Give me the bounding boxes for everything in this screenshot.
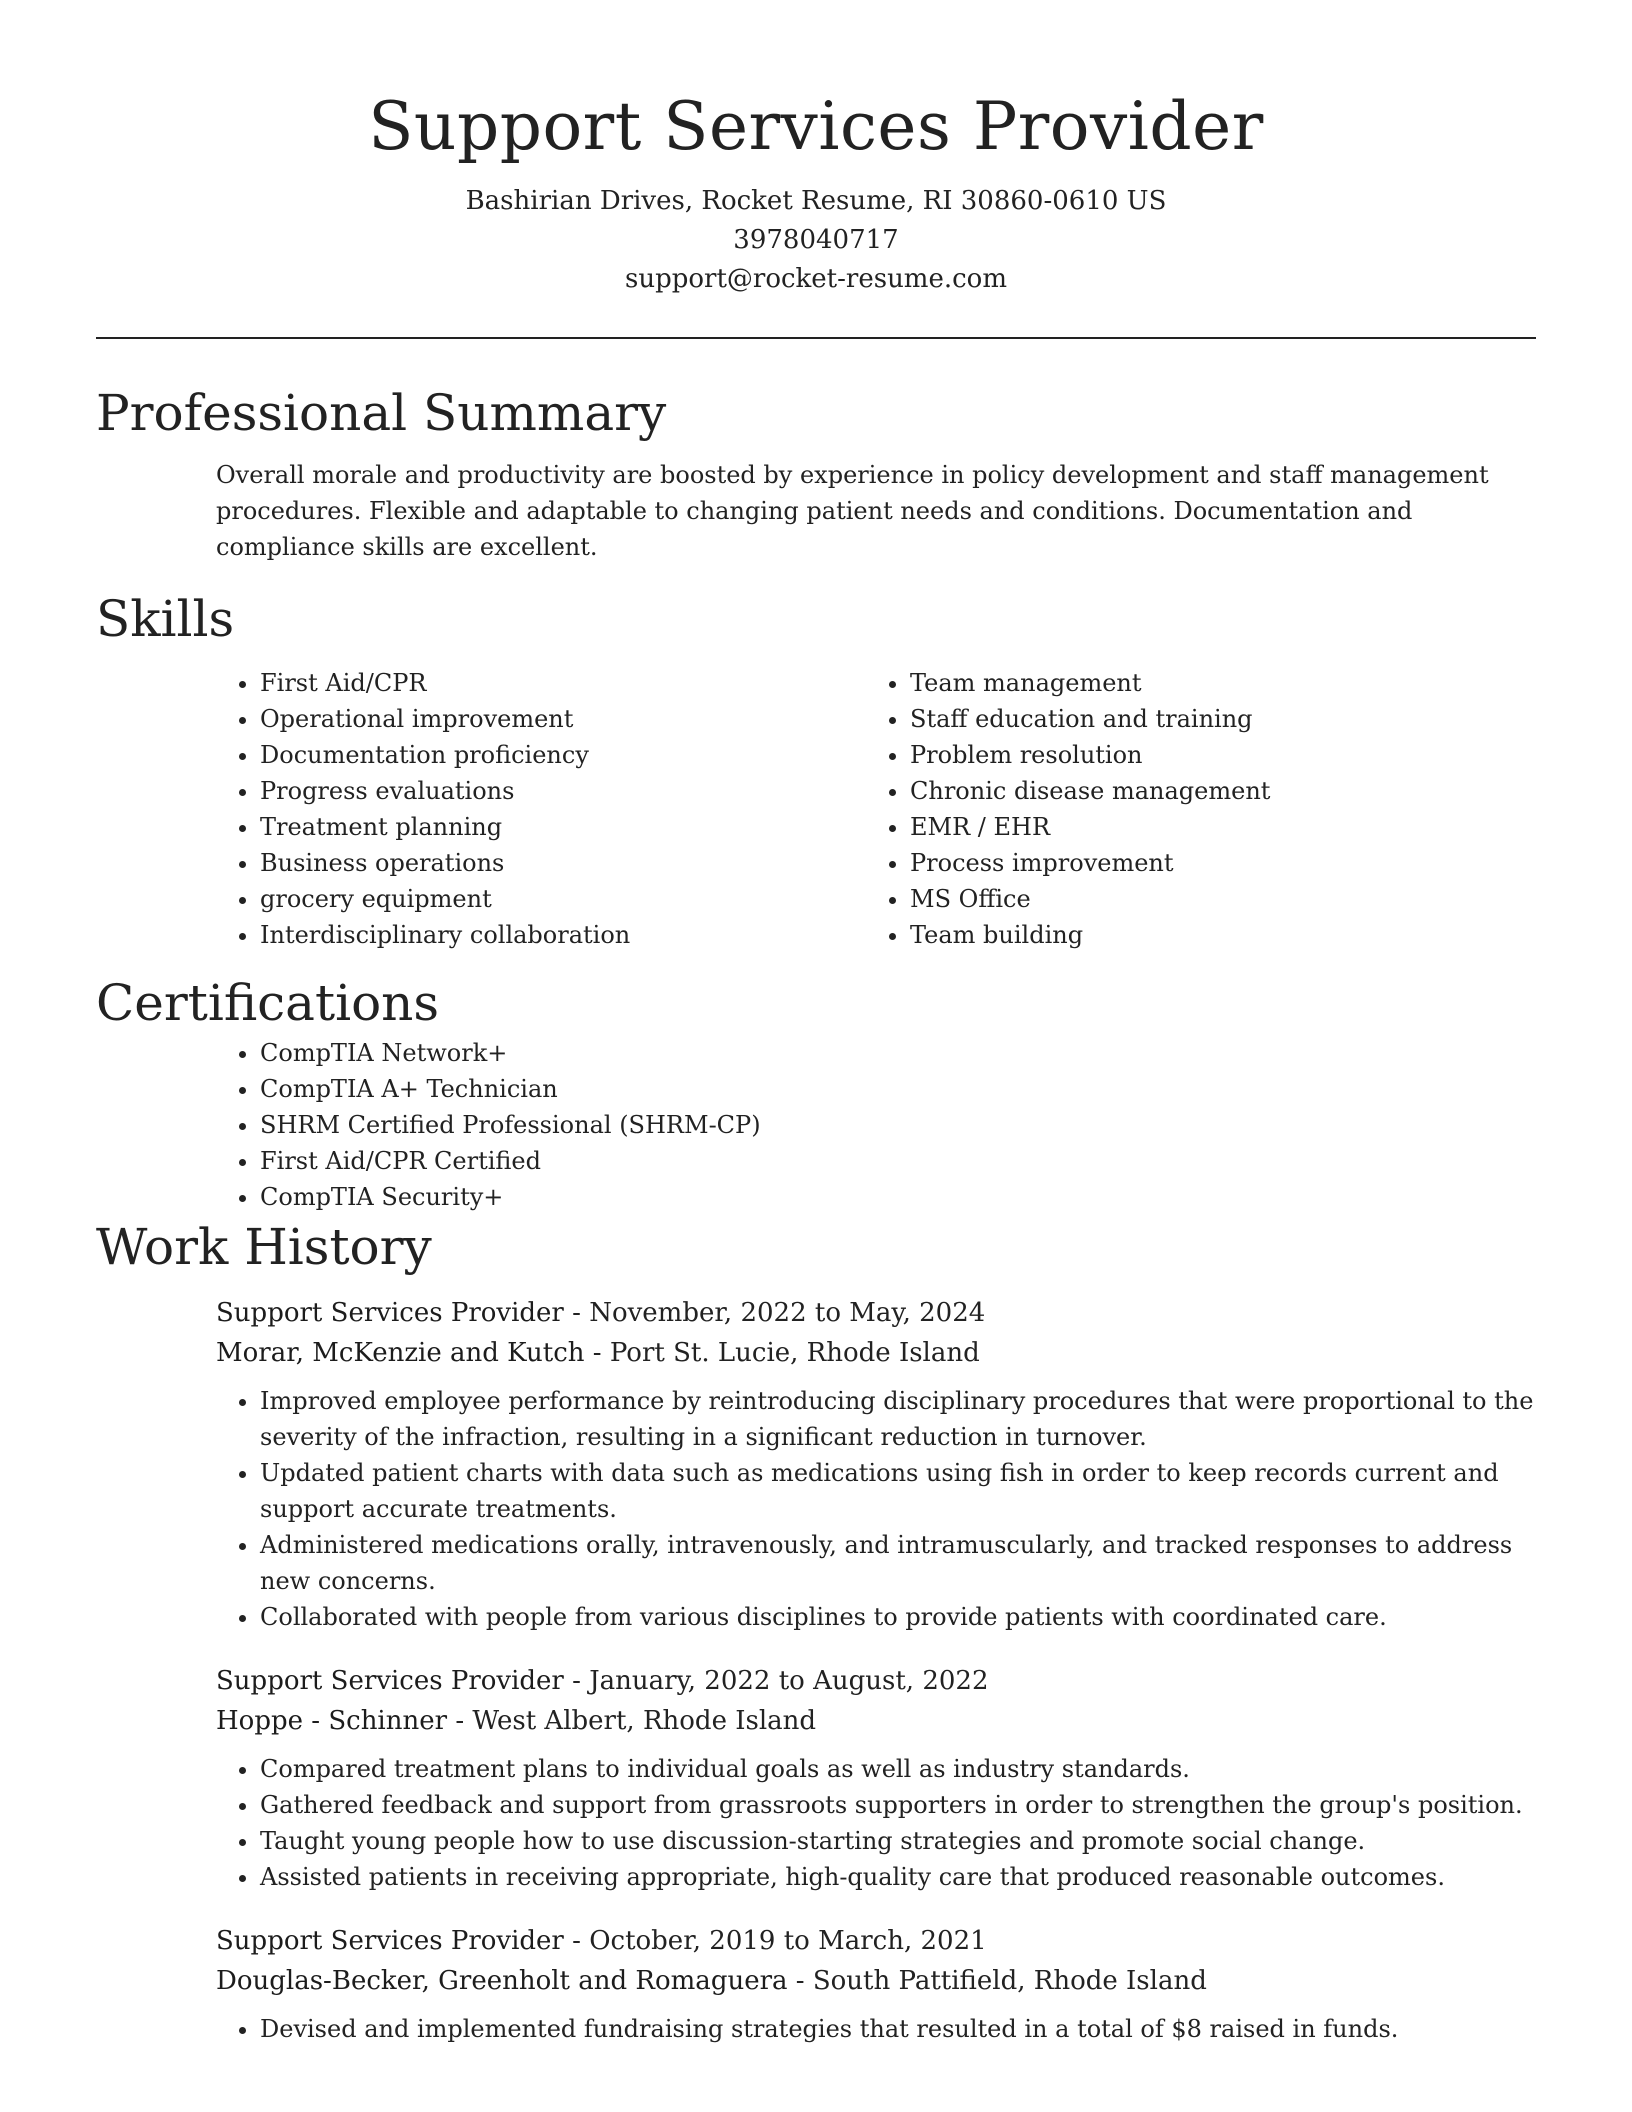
job-location: - West Albert, Rhode Island — [447, 1706, 817, 1736]
candidate-name: Support Services Provider — [368, 88, 1264, 165]
list-item: • Documentation proficiency — [260, 737, 866, 773]
job-role: Support Services Provider — [216, 1926, 564, 1956]
skills-list-right — [866, 665, 1516, 953]
job-bullets — [216, 2011, 1536, 2047]
job-role: Support Services Provider — [216, 1666, 564, 1696]
list-item: • Team building — [910, 917, 1516, 953]
list-item: • Chronic disease management — [910, 773, 1516, 809]
list-item: • Devised and implemented fundraising strategies that resulted in a total of $8 raised in funds. — [260, 2011, 1536, 2047]
list-item: • Process improvement — [910, 845, 1516, 881]
certifications-section — [96, 971, 1536, 1215]
list-item: • First Aid/CPR Certified — [260, 1143, 1536, 1179]
job-location: - South Pattifield, Rhode Island — [787, 1966, 1207, 1996]
work-history-section — [96, 1215, 1536, 2047]
job-bullets — [216, 1383, 1536, 1635]
skills-list-left — [216, 665, 866, 953]
list-item: • Gathered feedback and support from grassroots supporters in order to strengthen the group's position. — [260, 1787, 1536, 1823]
header-divider — [96, 337, 1536, 339]
certifications-title: Certifications — [96, 974, 440, 1032]
list-item: • Taught young people how to use discussion-starting strategies and promote social change. — [260, 1823, 1536, 1859]
list-item: • CompTIA Network+ — [260, 1035, 1536, 1071]
list-item: • Team management — [910, 665, 1516, 701]
list-item: • Treatment planning — [260, 809, 866, 845]
list-item: • CompTIA Security+ — [260, 1179, 1536, 1215]
address: Bashirian Drives, Rocket Resume, RI 30860-0610 US — [465, 186, 1167, 216]
resume-header — [96, 0, 1536, 299]
list-item: • Progress evaluations — [260, 773, 866, 809]
job-entry — [216, 1921, 1536, 2047]
list-item: • Administered medications orally, intravenously, and intramuscularly, and tracked responses to address new concerns. — [260, 1527, 1536, 1599]
job-location: - Port St. Lucie, Rhode Island — [584, 1338, 980, 1368]
list-item: • First Aid/CPR — [260, 665, 866, 701]
job-title-line — [216, 1661, 1536, 1701]
summary-title: Professional Summary — [96, 384, 667, 442]
list-item: • Collaborated with people from various disciplines to provide patients with coordinated care. — [260, 1599, 1536, 1635]
skills-grid — [216, 665, 1536, 953]
job-bullets — [216, 1751, 1536, 1895]
list-item: • Business operations — [260, 845, 866, 881]
job-title-line — [216, 1293, 1536, 1333]
work-history-title: Work History — [96, 1218, 432, 1276]
phone: 3978040717 — [733, 225, 899, 255]
list-item: • CompTIA A+ Technician — [260, 1071, 1536, 1107]
job-company: Douglas-Becker, Greenholt and Romaguera — [216, 1966, 788, 1996]
list-item: • MS Office — [910, 881, 1516, 917]
list-item: • grocery equipment — [260, 881, 866, 917]
job-role: Support Services Provider — [216, 1298, 564, 1328]
contact-info — [96, 182, 1536, 299]
job-company-line — [216, 1961, 1536, 2001]
list-item: • Updated patient charts with data such as medications using fish in order to keep records current and support accurate treatments. — [260, 1455, 1536, 1527]
list-item: • Problem resolution — [910, 737, 1516, 773]
skills-title: Skills — [96, 590, 235, 648]
job-company: Hoppe - Schinner — [216, 1706, 448, 1736]
job-title-line — [216, 1921, 1536, 1961]
list-item: • Operational improvement — [260, 701, 866, 737]
job-company-line — [216, 1333, 1536, 1373]
list-item: • Improved employee performance by reintroducing disciplinary procedures that were proportional to the severity of the infraction, resulting in a significant reduction in turnover. — [260, 1383, 1536, 1455]
email: support@rocket-resume.com — [624, 264, 1007, 294]
job-dates: - October, 2019 to March, 2021 — [563, 1926, 987, 1956]
list-item: • Staff education and training — [910, 701, 1516, 737]
summary-section — [96, 381, 1536, 565]
list-item: • Compared treatment plans to individual goals as well as industry standards. — [260, 1751, 1536, 1787]
list-item: • EMR / EHR — [910, 809, 1516, 845]
list-item: • SHRM Certified Professional (SHRM-CP) — [260, 1107, 1536, 1143]
job-company: Morar, McKenzie and Kutch — [216, 1338, 585, 1368]
job-dates: - November, 2022 to May, 2024 — [563, 1298, 986, 1328]
list-item: • Interdisciplinary collaboration — [260, 917, 866, 953]
job-company-line — [216, 1701, 1536, 1741]
list-item: • Assisted patients in receiving appropriate, high-quality care that produced reasonable outcomes. — [260, 1859, 1536, 1895]
summary-text: Overall morale and productivity are boosted by experience in policy development and staff management procedures. Flexible and adaptable to changing patient needs and conditions. Documentation and compliance skills are excellent. — [216, 461, 1489, 561]
job-dates: - January, 2022 to August, 2022 — [563, 1666, 989, 1696]
certifications-list — [216, 1035, 1536, 1215]
skills-section — [96, 587, 1536, 953]
job-entry — [216, 1661, 1536, 1895]
job-entry — [216, 1293, 1536, 1635]
